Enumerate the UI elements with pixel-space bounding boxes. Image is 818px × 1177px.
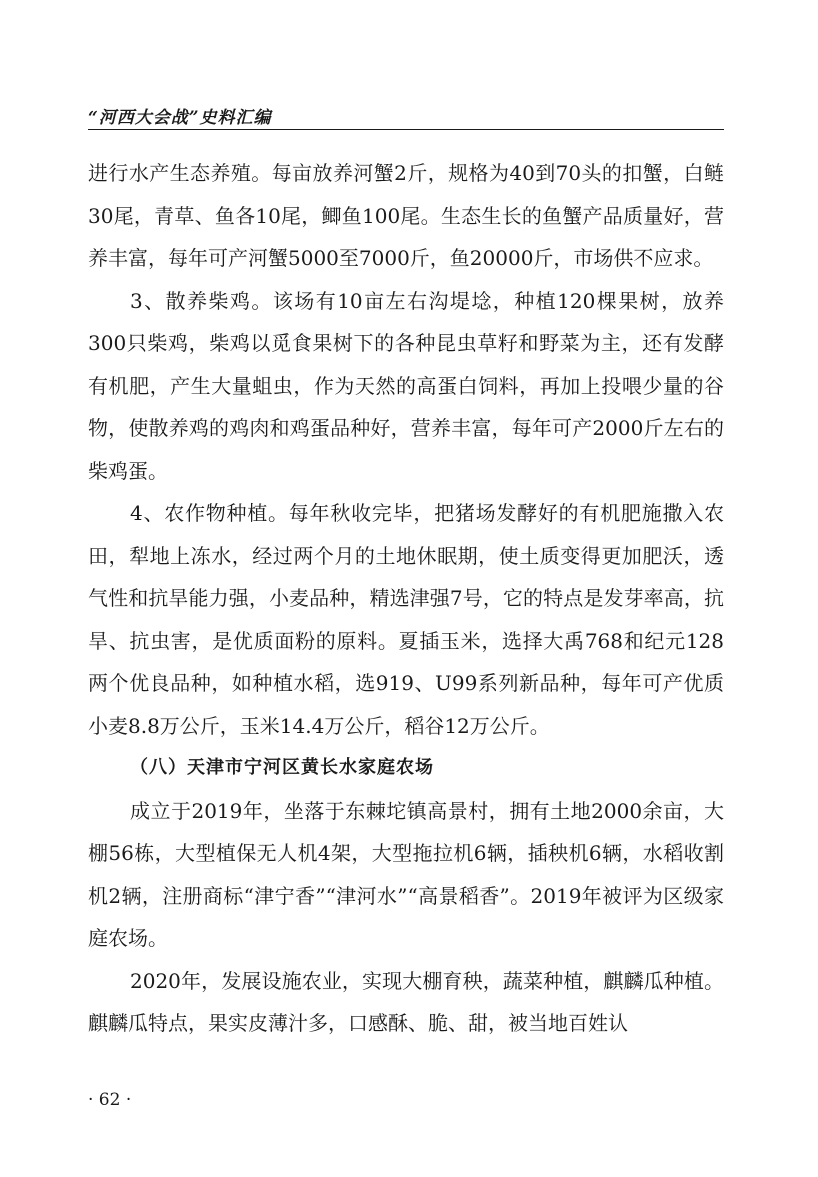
paragraph-facility-agriculture: 2020年，发展设施农业，实现大棚育秧，蔬菜种植，麒麟瓜种植。麒麟瓜特点，果实皮薄汁多，口感酥、脆、甜，被当地百姓认 — [88, 968, 724, 1035]
paragraph-free-range-chicken: 3、散养柴鸡。该场有10亩左右沟堤埝，种植120棵果树，放养300只柴鸡，柴鸡以觅食果树下的各种昆虫草籽和野菜为主，还有发酵有机肥，产生大量蛆虫，作为天然的高蛋白饲料，再加上投喂少量的谷物，使散养鸡的鸡肉和鸡蛋品种好，营养丰富，每年可产2000斤左右的柴鸡蛋。 — [88, 288, 724, 483]
header-title: “河西大会战”史料汇编 — [88, 108, 272, 128]
body-text — [88, 152, 724, 1045]
paragraph-aquaculture: 进行水产生态养殖。每亩放养河蟹2斤，规格为40到70头的扣蟹，白鲢30尾，青草、鱼各10尾，鲫鱼100尾。生态生长的鱼蟹产品质量好，营养丰富，每年可产河蟹5000至7000斤，鱼20000斤，市场供不应求。 — [88, 161, 724, 270]
paragraph-crop-planting: 4、农作物种植。每年秋收完毕，把猪场发酵好的有机肥施撒入农田，犁地上冻水，经过两个月的土地休眠期，使土质变得更加肥沃，透气性和抗旱能力强，小麦品种，精选津强7号，它的特点是发芽率高，抗旱、抗虫害，是优质面粉的原料。夏插玉米，选择大禹768和纪元128两个优良品种，如种植水稻，选919、U99系列新品种，每年可产优质小麦8.8万公斤，玉米14.4万公斤，稻谷12万公斤。 — [88, 501, 724, 738]
section-heading-farm: （八）天津市宁河区黄长水家庭农场 — [130, 757, 434, 778]
running-header — [88, 101, 724, 130]
page-number: · 62 · — [88, 1090, 132, 1110]
paragraph-farm-founding: 成立于2019年，坐落于东棘坨镇高景村，拥有土地2000余亩，大棚56栋，大型植保无人机4架，大型拖拉机6辆，插秧机6辆，水稻收割机2辆，注册商标“津宁香”“津河水”“高景稻香”。2019年被评为区级家庭农场。 — [88, 798, 724, 950]
